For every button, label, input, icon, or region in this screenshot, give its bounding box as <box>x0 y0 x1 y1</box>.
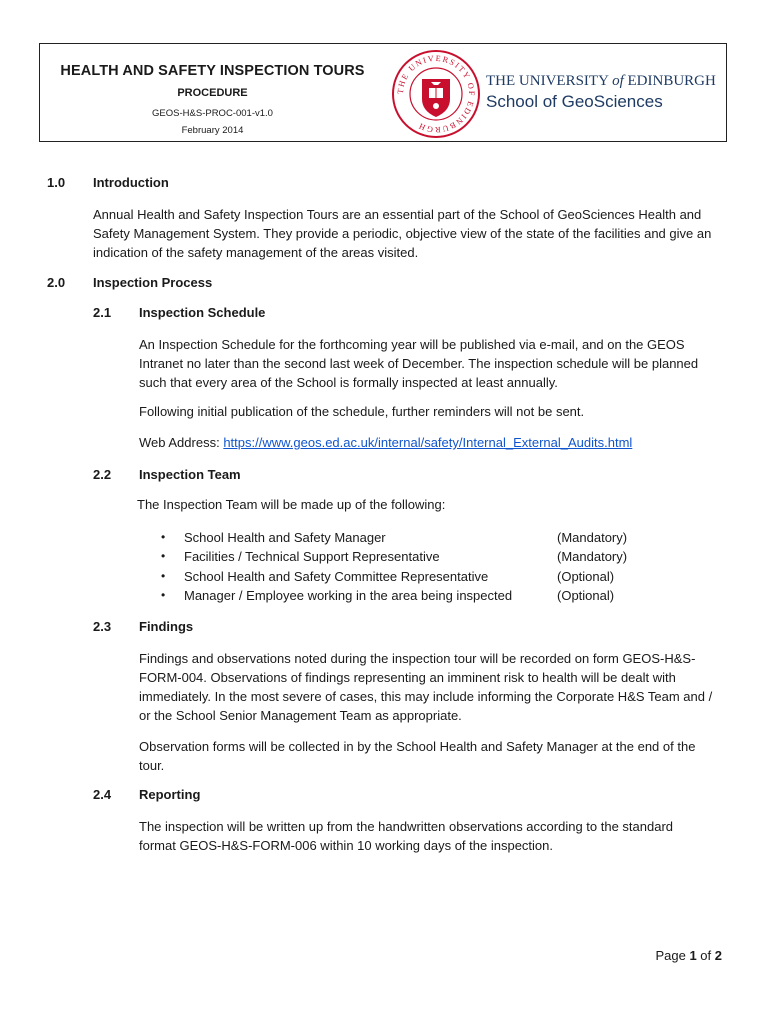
team-member-role: School Health and Safety Committee Representative <box>184 569 489 584</box>
team-member-status: (Optional) <box>557 569 615 584</box>
schedule-paragraph: An Inspection Schedule for the forthcoming year will be published via e-mail, and on the GEOS Intranet no later than the second last week of December. The inspection schedule will be planned such that every area of the School is formally inspected at least annually. <box>139 337 699 390</box>
subsection-heading-reporting: Reporting <box>139 787 201 802</box>
header-title-block <box>40 44 385 141</box>
subsection-number: 2.3 <box>93 619 112 634</box>
team-intro: The Inspection Team will be made up of the following: <box>137 497 446 512</box>
subsection-heading-findings: Findings <box>139 619 194 634</box>
observation-forms-paragraph: Observation forms will be collected in by the School Health and Safety Manager at the end of the tour. <box>139 739 696 773</box>
team-member-status: (Mandatory) <box>557 530 628 545</box>
document-date: February 2014 <box>181 125 244 136</box>
web-address-line <box>139 435 632 450</box>
school-name: School of GeoSciences <box>486 92 663 111</box>
reminders-note: Following initial publication of the schedule, further reminders will not be sent. <box>139 404 585 419</box>
bullet-glyph: • <box>161 549 166 563</box>
findings-paragraph: Findings and observations noted during the inspection tour will be recorded on form GEOS-H&S- FORM-004. Observations of findings representing an imminent risk to health will be dealt with immediately. In the most severe of cases, this may include informing the Corporate H&S Team and / or the School Senior Management Team as appropriate. <box>139 651 713 723</box>
bullet-glyph: • <box>161 588 166 602</box>
reporting-paragraph: The inspection will be written up from the handwritten observations according to the standard format GEOS-H&S-FORM-006 within 10 working days of the inspection. <box>139 819 674 853</box>
subsection-heading-inspection-team: Inspection Team <box>139 467 241 482</box>
section-number: 1.0 <box>47 175 66 190</box>
subsection-number: 2.1 <box>93 305 112 320</box>
document-type: PROCEDURE <box>177 87 248 99</box>
team-member-role: Facilities / Technical Support Representative <box>184 549 440 564</box>
team-member-status: (Optional) <box>557 588 615 603</box>
team-member-status: (Mandatory) <box>557 549 628 564</box>
web-address-link[interactable]: https://www.geos.ed.ac.uk/internal/safety/Internal_External_Audits.html <box>223 435 633 450</box>
subsection-number: 2.4 <box>93 787 112 802</box>
bullet-glyph: • <box>161 530 166 544</box>
team-member-role: Manager / Employee working in the area being inspected <box>184 588 513 603</box>
document-code: GEOS-H&S-PROC-001-v1.0 <box>152 108 273 119</box>
university-seal-logo <box>391 49 481 139</box>
team-member-role: School Health and Safety Manager <box>184 530 386 545</box>
document-header <box>39 43 727 142</box>
document-title: HEALTH AND SAFETY INSPECTION TOURS <box>60 63 365 79</box>
section-heading-introduction: Introduction <box>93 175 169 190</box>
subsection-number: 2.2 <box>93 467 112 482</box>
bullet-glyph: • <box>161 569 166 583</box>
page-number: Page 1 of 2 <box>655 948 722 963</box>
web-address-label: Web Address: <box>139 435 224 450</box>
introduction-paragraph: Annual Health and Safety Inspection Tours are an essential part of the School of GeoSciences Health and Safety Management System. They provide a periodic, objective view of the state of the facilities and give an indication of the safety management of the areas visited. <box>93 207 712 260</box>
subsection-heading-inspection-schedule: Inspection Schedule <box>139 305 266 320</box>
section-number: 2.0 <box>47 275 66 290</box>
seal-text: THE UNIVERSITY OF EDINBURGH <box>395 53 477 135</box>
section-heading-inspection-process: Inspection Process <box>93 275 213 290</box>
university-name: THE UNIVERSITY of EDINBURGH <box>486 73 716 89</box>
